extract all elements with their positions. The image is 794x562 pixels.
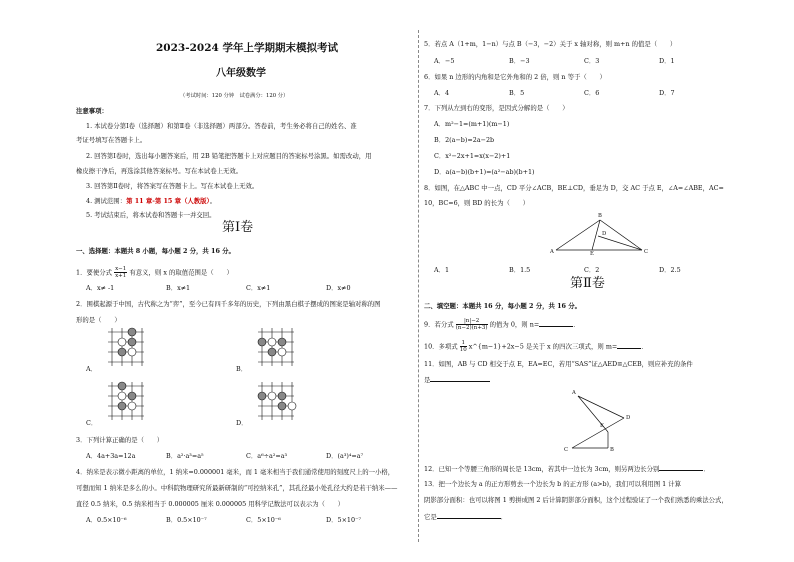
q2-line1: 2．围棋起源于中国，古代称之为“弈”，至今已有四千多年的历史，下列由黑白棋子摆成的图案是轴对称的图	[76, 300, 381, 308]
q4-line2: 可想而知 1 纳米是多么的小。中科院物理研究所最新研制的“可控纳米孔”，其孔径最小处孔径大约是若干纳米——	[76, 484, 398, 492]
q8-option-c[interactable]: C．2	[584, 266, 600, 274]
q6-option-b[interactable]: B．5	[509, 89, 525, 97]
q11-answer-blank[interactable]	[430, 375, 490, 382]
q2-label-b: B．	[236, 365, 248, 373]
q1-option-c[interactable]: C．x≠1	[246, 284, 271, 292]
go-board-b[interactable]	[254, 326, 298, 370]
q6-option-a[interactable]: A．4	[434, 89, 450, 97]
q7-option-d[interactable]: D．a(a−b)(b+1)=(a²−ab)(b+1)	[434, 168, 535, 176]
q10-denominator: 10	[459, 347, 467, 353]
q4-option-c[interactable]: C．5×10⁻⁶	[246, 516, 281, 524]
q11-line1: 11．如图，AB 与 CD 相交于点 E，EA=EC，若用“SAS”证△AED≌△CEB，则应补充的条件	[424, 360, 693, 368]
q11-label-a: A	[572, 390, 576, 396]
q3-stem: 3．下列计算正确的是（ ）	[76, 436, 164, 444]
left-column	[76, 0, 416, 562]
q11-label-d: D	[626, 415, 631, 421]
q9-fraction	[456, 318, 488, 331]
q6-stem: 6．如果 n 边形的内角和是它外角和的 2 倍，则 n 等于（ ）	[424, 73, 606, 81]
q5-option-a[interactable]: A．−5	[434, 57, 455, 65]
q13-line3	[424, 512, 507, 521]
q9-stem-b: 的值为 0，则 n=	[489, 320, 540, 329]
q8-option-b[interactable]: B．1.5	[509, 266, 531, 274]
note-line: 2. 回答第Ⅰ卷时，选出每小题答案后，用 2B 铅笔把答题卡上对应题目的答案标号涂黑。如需改动，用	[86, 152, 372, 160]
q8-line2: 10，BC=6，则 BD 的长为（ ）	[424, 199, 530, 207]
q9-stem-a: 9．若分式	[424, 320, 454, 329]
q5-option-c[interactable]: C．3	[584, 57, 600, 65]
note-line: 1. 本试卷分第Ⅰ卷（选择题）和第Ⅱ卷（非选择题）两部分。答卷前，考生务必将自己的姓名、准	[86, 122, 357, 130]
q12-stem	[424, 464, 710, 473]
section1-heading: 一、选择题：本题共 8 小题，每小题 2 分，共 16 分。	[76, 247, 235, 255]
q9-answer-blank[interactable]	[539, 320, 573, 327]
q3-option-d[interactable]: D．(a³)⁴=a⁷	[326, 452, 364, 460]
q7-option-a[interactable]: A．m²−1=(m+1)(m−1)	[434, 120, 510, 128]
q13-line2: 阴影部分面积：也可以将图 1 剪拼成图 2 后计算阴影部分面积，这个过程验证了一个我们熟悉的乘法公式，	[424, 496, 728, 504]
q4-line3: 直径 0.5 纳米，0.5 纳米相当于 0.000005 厘米 0.000005 用科学记数法可以表示为（ ）	[76, 500, 345, 508]
go-board-c[interactable]	[104, 380, 148, 424]
q8-label-a: A	[550, 249, 554, 255]
q9-denominator: (n−2)(n+3)	[455, 325, 488, 331]
q10-numerator: 1	[461, 340, 465, 346]
note-line: 橡皮擦干净后，再选涂其他答案标号。写在本试卷上无效。	[76, 167, 243, 175]
q3-option-a[interactable]: A．4a+3a=12a	[86, 452, 136, 460]
q10-fraction	[460, 340, 467, 353]
q7-stem: 7．下列从左到右的变形，是因式分解的是（ ）	[424, 104, 569, 112]
go-board-d[interactable]	[254, 380, 298, 424]
exam-subject: 八年级数学	[216, 68, 266, 79]
q10-stem-a: 10．多项式	[424, 342, 458, 351]
q1-numerator: x−1	[115, 266, 127, 272]
q7-option-b[interactable]: B．2(a−b)=2a−2b	[434, 136, 495, 144]
q13-answer-blank[interactable]	[437, 512, 501, 519]
q2-label-a: A．	[86, 365, 98, 373]
q1-stem	[76, 266, 233, 279]
q8-triangle-figure	[550, 214, 650, 258]
q10-stem-b: x^{m−1}+2x−5 是关于 x 的四次三项式，则 m=	[468, 342, 618, 351]
note-line: 考证号填写在答题卡上。	[76, 136, 147, 144]
part1-heading: 第Ⅰ卷	[222, 220, 254, 235]
q10-stem	[424, 340, 648, 353]
note-line: 3. 回答第Ⅱ卷时，将答案写在答题卡上。写在本试卷上无效。	[86, 182, 259, 190]
q1-option-a[interactable]: A．x≠ -1	[86, 284, 115, 292]
q9-numerator: |n|−2	[456, 318, 488, 325]
q12-stem-text: 12．已知一个等腰三角形的周长是 13cm，若其中一边长为 3cm，则另两边长分别	[424, 465, 660, 473]
q6-option-d[interactable]: D．7	[659, 89, 675, 97]
q11-line2-text: 是	[424, 376, 431, 384]
column-divider	[418, 30, 419, 542]
q4-option-b[interactable]: B．0.5×10⁻⁷	[166, 516, 207, 524]
q1-fraction	[114, 266, 127, 279]
q9-end: ．	[573, 320, 580, 329]
q3-option-b[interactable]: B．a²·a³=a⁵	[166, 452, 204, 460]
q11-label-c: C	[564, 447, 569, 453]
q11-figure	[564, 392, 644, 454]
q1-stem-b: 有意义，则 x 的取值范围是（ ）	[129, 268, 233, 277]
q9-stem	[424, 318, 580, 331]
section2-heading: 二、填空题：本题共 16 分，每小题 2 分，共 16 分。	[424, 302, 582, 310]
q13-end: ．	[500, 513, 508, 521]
q12-end: ．	[703, 465, 710, 473]
go-board-a[interactable]	[104, 326, 148, 370]
q4-line1: 4．纳米是表示微小距离的单位，1 纳米=0.000001 毫米，而 1 毫米相当于我们通常使用的刻度尺上的一小格，	[76, 468, 395, 476]
q8-label-d: D	[602, 231, 607, 237]
exam-meta: （考试时间：120 分钟 试卷满分：120 分）	[180, 93, 289, 99]
q7-option-c[interactable]: C．x²−2x+1=x(x−2)+1	[434, 152, 511, 160]
q5-option-d[interactable]: D．1	[659, 57, 675, 65]
q5-option-b[interactable]: B．−3	[509, 57, 530, 65]
note-range	[86, 197, 216, 205]
q1-denominator: x+1	[115, 273, 127, 279]
q8-label-b: B	[598, 213, 602, 219]
q1-option-b[interactable]: B．x≠1	[166, 284, 191, 292]
q11-label-b: B	[610, 447, 614, 453]
note-line: 5. 考试结束后，将本试卷和答题卡一并交回。	[86, 211, 216, 219]
notice-heading: 注意事项：	[76, 107, 108, 115]
q4-option-d[interactable]: D．5×10⁻⁷	[326, 516, 362, 524]
q8-label-e: E	[590, 251, 594, 257]
q1-stem-a: 1．要使分式	[76, 268, 113, 277]
q2-label-c: C．	[86, 419, 98, 427]
q13-line1: 13．把一个边长为 a 的正方形剪去一个边长为 b 的正方形 (a>b)，我们可以利用图 1 计算	[424, 480, 682, 488]
q8-label-c: C	[644, 249, 649, 255]
q4-option-a[interactable]: A．0.5×10⁻⁶	[86, 516, 127, 524]
range-value: 第 11 章-第 15 章（人教版）	[126, 197, 210, 205]
q10-end: ．	[641, 342, 648, 351]
q2-label-d: D．	[236, 419, 248, 427]
q12-answer-blank[interactable]	[659, 464, 703, 471]
q8-option-a[interactable]: A．1	[434, 266, 450, 274]
right-column	[424, 0, 728, 562]
q11-line2	[424, 375, 490, 384]
q8-line1: 8．如图，在△ABC 中一点，CD 平分∠ACB，BE⊥CD，垂足为 D，交 AC 于点 E，∠A=∠ABE，AC=	[424, 184, 724, 192]
q8-option-d[interactable]: D．2.5	[659, 266, 681, 274]
part2-heading: 第Ⅱ卷	[570, 276, 605, 291]
q13-line3-text: 它是	[424, 513, 437, 521]
q2-line2: 形的是（ ）	[76, 316, 121, 324]
q3-option-c[interactable]: C．a⁶÷a²=a³	[246, 452, 288, 460]
range-label: 4. 测试范围：	[86, 197, 127, 205]
exam-title: 2023-2024 学年上学期期末模拟考试	[156, 42, 338, 54]
q10-answer-blank[interactable]	[617, 342, 641, 349]
range-end: 。	[209, 197, 217, 205]
q6-option-c[interactable]: C．6	[584, 89, 600, 97]
q11-label-e: E	[600, 423, 604, 429]
q1-option-d[interactable]: D．x≠0	[326, 284, 351, 292]
q5-stem: 5．若点 A（1+m，1−n）与点 B（−3，−2）关于 x 轴对称，则 m+n 的值是（ ）	[424, 40, 677, 48]
